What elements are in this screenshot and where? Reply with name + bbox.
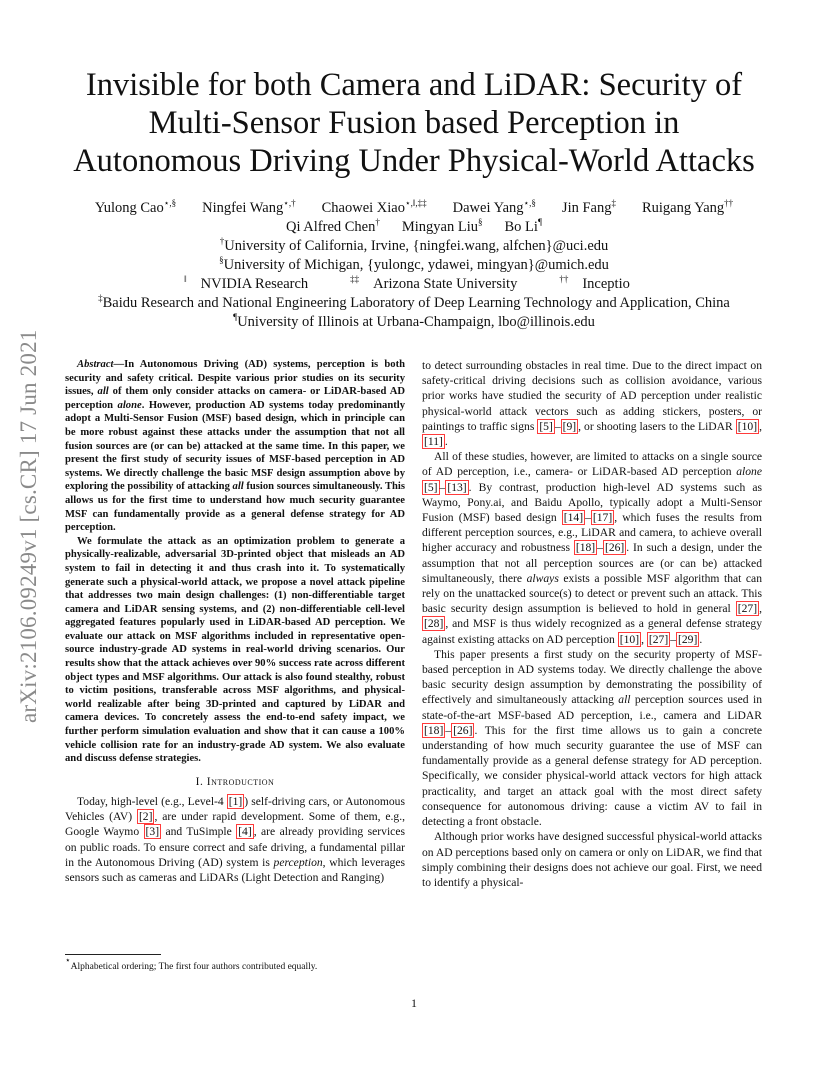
abstract-paragraph: Abstract—In Autonomous Driving (AD) systems, perception is both security and safety critical. Despite various prior studies on its security issues, all of them only consider attacks on camera- or LiDAR-based AD perception alone. However, production AD systems today predominantly adopt a Multi-Sensor Fusion (MSF) based design, which in principle can be more robust against these attacks under the assumption that not all fusion sources are (or can be) attacked at the same time. In this paper, we present the first study of security issues of MSF-based perception in AD systems. We directly challenge the basic MSF design assumption above by exploring the possibility of attacking all fusion sources simultaneously. This allows us for the first time to understand how much security guarantee MSF can fundamentally provide as a general defense strategy for AD perception.	[65, 359, 405, 534]
citation-link[interactable]: [18]	[424, 723, 444, 737]
citation-link[interactable]: [28]	[424, 617, 444, 631]
left-column	[65, 358, 405, 885]
author: Qi Alfred Chen†	[285, 217, 380, 235]
abstract-paragraph: We formulate the attack as an optimization problem to generate a physically-realizable, adversarial 3D-printed object that misleads an AD system to fail in detecting it and thus crash into it. To systematically generate such a physical-world attack, we propose a novel attack pipeline that addresses two main design challenges: (1) non-differentiable target camera and LiDAR sensing systems, and (2) non-differentiable cell-level aggregated features popularly used in LiDAR-based AD perception. We evaluate our attack on MSF algorithms included in representative open-source industry-grade AD systems in real-world driving scenarios. Our results show that the attack achieves over 90% success rate across different object types and MSF algorithms. Our attack is also found stealthy, robust to victim positions, transferable across MSF algorithms, and physical-world realizable after being 3D-printed and captured by LiDAR and camera devices. To concretely assess the end-to-end safety impact, we further perform simulation evaluation and show that it can cause a 100% vehicle collision rate for an industry-grade AD system. We also evaluate and discuss defense strategies.	[65, 535, 405, 765]
paper-title	[60, 66, 768, 180]
citation-link[interactable]: [10]	[619, 632, 640, 646]
citation-link[interactable]: [18]	[575, 541, 596, 555]
page-number: 1	[411, 996, 417, 1010]
title-line: Multi-Sensor Fusion based Perception in	[148, 105, 680, 141]
author: Mingyan Liu§	[401, 217, 483, 235]
section-heading: I. Introduction	[195, 775, 275, 788]
affiliation-baidu: ‡Baidu Research and National Engineering Laboratory of Deep Learning Technology and Application, China	[98, 293, 730, 311]
right-column	[422, 358, 762, 890]
affiliation-asu: ‡‡ Arizona State University	[350, 274, 518, 292]
body-paragraph: to detect surrounding obstacles in real time. Due to the direct impact on safety-critical driving decisions such as collision avoidance, various prior works have studied the security of AD perception under realistic physical-world attack vectors such as adding stickers, posters, or paintings to traffic signs [5] – [9] , or shooting lasers to the LiDAR [10] , [11] .	[422, 359, 762, 449]
body-paragraph: Although prior works have designed successful physical-world attacks on AD perceptions based only on camera or only on LiDAR, we find that simply combining their designs does not achieve our goal. First, we need to identify a physical-	[422, 830, 763, 889]
author: Bo Li¶	[504, 217, 543, 235]
body-paragraph: All of these studies, however, are limited to attacks on a single source of AD perception, i.e., camera- or LiDAR-based AD perception alone [5] – [13] . By contrast, production high-level AD systems such as Waymo, Pony.ai, and Baidu Apollo, typically adopt a Multi-Sensor Fusion (MSF) based design [14] – [17] , which fuses the results from different perception sources, e.g., LiDAR and camera, to achieve overall higher accuracy and robustness [18] – [26] . In such a design, under the assumption that not all perception sources are (or can be) attacked simultaneously, there always exists a possible MSF algorithm that can rely on the unattacked source(s) to detect or prevent such an attack. This basic security design assumption is believed to hold in general [27] , [28] , and MSF is thus widely recognized as a general defense strategy against existing attacks on AD perception [10] , [27] – [29] .	[422, 450, 762, 646]
citation-link[interactable]: [14]	[563, 511, 584, 525]
author: Yulong Cao⋆,§	[94, 198, 177, 216]
author: Ruigang Yang††	[641, 198, 734, 216]
author: Chaowei Xiao⋆,‖,‡‡	[321, 198, 427, 216]
citation-link[interactable]: [2]	[138, 810, 153, 824]
footnote-rule	[65, 954, 161, 955]
citation-link[interactable]: [5]	[424, 480, 438, 494]
title-line: Invisible for both Camera and LiDAR: Security of	[85, 67, 743, 103]
title-line: Autonomous Driving Under Physical-World Attacks	[73, 143, 755, 179]
affiliation-nvidia: ‖ NVIDIA Research	[184, 274, 309, 292]
citation-link[interactable]: [9]	[562, 419, 577, 433]
author: Ningfei Wang⋆,†	[202, 198, 296, 216]
citation-link[interactable]: [1]	[228, 795, 243, 809]
citation-link[interactable]: [4]	[238, 825, 252, 839]
abstract	[65, 358, 405, 766]
citation-link[interactable]: [29]	[678, 632, 698, 646]
citation-link[interactable]: [26]	[604, 541, 625, 555]
author: Dawei Yang⋆,§	[452, 198, 536, 216]
citation-link[interactable]: [5]	[539, 419, 553, 433]
intro-text-continued	[422, 358, 762, 890]
citation-link[interactable]: [27]	[737, 602, 758, 616]
arxiv-identifier: arXiv:2106.09249v1 [cs.CR] 17 Jun 2021	[16, 329, 41, 723]
citation-link[interactable]: [3]	[145, 825, 160, 839]
footnote: ⋆Alphabetical ordering; The first four authors contributed equally.	[65, 955, 318, 972]
citation-link[interactable]: [17]	[592, 511, 613, 525]
author-row	[60, 199, 768, 218]
citation-link[interactable]: [26]	[453, 723, 473, 737]
citation-link[interactable]: [27]	[648, 632, 669, 646]
body-paragraph: Today, high-level (e.g., Level-4 [1] ) self-driving cars, or Autonomous Vehicles (AV) [2] , are under rapid development. Some of them, e.g., Google Waymo [3] and TuSimple [4] , are already providing services on public roads. To ensure correct and safe driving, a fundamental pillar in the Autonomous Driving (AD) system is perception, which leverages sensors such as cameras and LiDARs (Light Detection and Ranging)	[65, 795, 406, 885]
citation-link[interactable]: [11]	[424, 435, 443, 449]
author: Jin Fang‡	[561, 198, 616, 216]
intro-text	[65, 794, 405, 885]
body-paragraph: This paper presents a first study on the security property of MSF-based perception in AD systems today. We directly challenge the above basic security design assumption by demonstrating the possibility of effectively and simultaneously attacking all perception sources used in state-of-the-art MSF-based AD perception, i.e., camera and LiDAR [18] – [26] . This for the first time allows us to gain a concrete understanding of how much security guarantee the use of MSF can fundamentally provide as a general defense strategy for AD perception. Specifically, we consider physical-world attack vectors for high attack practicality, and target an attack goal with the most direct safety consequence for autonomous driving: cause a victim AV to fail in detecting a front obstacle.	[422, 647, 762, 829]
affiliation-row	[60, 275, 768, 294]
author-row	[60, 218, 768, 237]
abstract-label: Abstract	[77, 359, 114, 370]
affiliation-umich: §University of Michigan, {yulongc, ydawei, mingyan}@umich.edu	[219, 255, 609, 273]
citation-link[interactable]: [13]	[447, 480, 467, 494]
affiliation-inceptio: †† Inceptio	[559, 274, 630, 292]
affiliation-uiuc: ¶University of Illinois at Urbana-Champaign, lbo@illinois.edu	[233, 312, 595, 330]
citation-link[interactable]: [10]	[737, 419, 758, 433]
author-block	[60, 199, 768, 332]
affiliation-uci: †University of California, Irvine, {ningfei.wang, alfchen}@uci.edu	[219, 236, 609, 254]
